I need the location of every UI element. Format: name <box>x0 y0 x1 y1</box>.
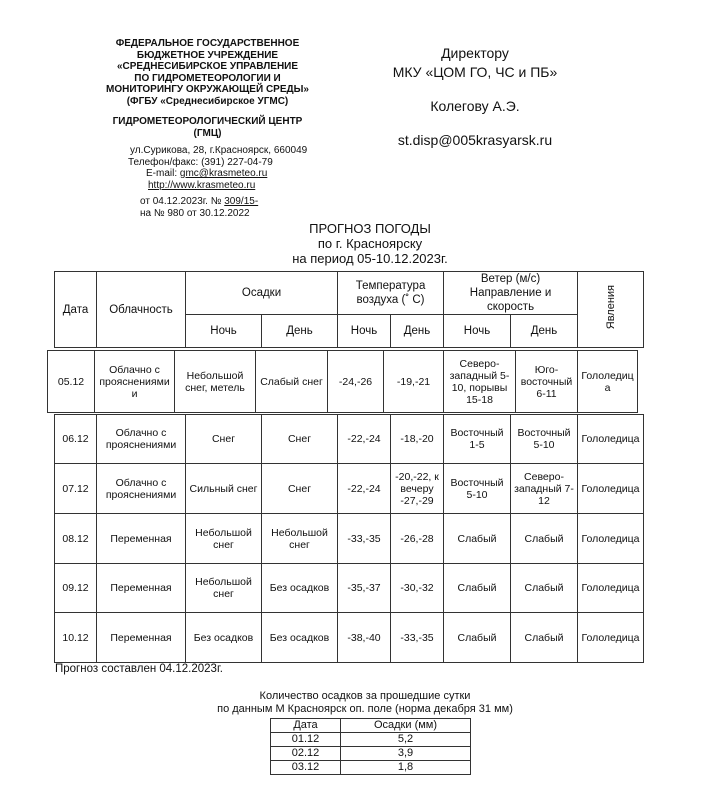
cell-phenomena: Гололедица <box>578 415 644 464</box>
cell-wind-night: Слабый <box>444 514 511 564</box>
cell-wind-night: Слабый <box>444 564 511 613</box>
cell-cloud: Облачно с прояснениями <box>97 464 186 514</box>
cell-phenomena: Гололедица <box>578 464 644 514</box>
header-wind-night: Ночь <box>444 315 511 348</box>
sender-website-line <box>100 180 350 192</box>
cell-phenomena: Гололедица <box>578 351 638 413</box>
org-line: МОНИТОРИНГУ ОКРУЖАЮЩЕЙ СРЕДЫ» <box>106 84 309 95</box>
cell-date: 07.12 <box>55 464 97 514</box>
header-precip-day: День <box>262 315 338 348</box>
precipitation-table <box>270 718 471 775</box>
cell-cloud: Облачно с прояснениями и <box>95 351 175 413</box>
prec-cell-amount: 1,8 <box>341 761 471 775</box>
cell-phenomena: Гололедица <box>578 564 644 613</box>
org-line: БЮДЖЕТНОЕ УЧРЕЖДЕНИЕ <box>136 49 279 61</box>
document-reference <box>140 196 258 219</box>
center-line: ГИДРОМЕТЕОРОЛОГИЧЕСКИЙ ЦЕНТР <box>112 116 303 127</box>
cell-cloud: Облачно с прояснениями <box>97 415 186 464</box>
prec-cell-date: 02.12 <box>271 747 341 761</box>
forecast-header-table <box>54 271 644 348</box>
cell-phenomena: Гололедица <box>578 514 644 564</box>
cell-precip-day: Снег <box>262 415 338 464</box>
table-row <box>55 464 644 514</box>
cell-precip-night: Небольшой снег <box>186 514 262 564</box>
ref-line-2: на № 980 от 30.12.2022 <box>140 207 250 219</box>
header-temp-day: День <box>391 315 444 348</box>
org-line: ПО ГИДРОМЕТЕОРОЛОГИИ И <box>134 72 281 84</box>
cell-temp-night: -33,-35 <box>338 514 391 564</box>
cell-wind-day: Слабый <box>511 564 578 613</box>
ref-line-1 <box>140 196 258 208</box>
cell-wind-night: Восточный 5-10 <box>444 464 511 514</box>
table-row <box>55 564 644 613</box>
recipient-title-2: МКУ «ЦОМ ГО, ЧС и ПБ» <box>392 64 558 80</box>
header-precip-night: Ночь <box>186 315 262 348</box>
table-row <box>55 514 644 564</box>
prec-header-date: Дата <box>271 719 341 733</box>
recipient-title-1: Директору <box>441 45 509 61</box>
forecast-title: ПРОГНОЗ ПОГОДЫ <box>309 221 431 236</box>
cell-wind-day: Слабый <box>511 514 578 564</box>
header-phenomena: Явления <box>604 285 617 330</box>
cell-temp-night: -22,-24 <box>338 464 391 514</box>
sender-email-line <box>100 168 350 180</box>
cell-wind-day: Восточный 5-10 <box>511 415 578 464</box>
org-line: «СРЕДНЕСИБИРСКОЕ УПРАВЛЕНИЕ <box>116 61 299 72</box>
ref-number: 309/15- <box>224 196 259 207</box>
org-line: (ФГБУ «Среднесибирское УГМС) <box>126 95 289 107</box>
header-temp-night: Ночь <box>338 315 391 348</box>
header-wind: Ветер (м/с) Направление и скорость <box>444 272 578 315</box>
cell-cloud: Переменная <box>97 514 186 564</box>
sender-email-link[interactable]: gmc@krasmeteo.ru <box>179 168 268 179</box>
header-wind-day: День <box>511 315 578 348</box>
cell-precip-night: Снег <box>186 415 262 464</box>
prec-cell-date: 03.12 <box>271 761 341 775</box>
org-line: ФЕДЕРАЛЬНОЕ ГОСУДАРСТВЕННОЕ <box>115 38 300 49</box>
cell-precip-day: Небольшой снег <box>262 514 338 564</box>
table-row <box>271 761 471 775</box>
table-row <box>271 719 471 733</box>
cell-temp-day: -26,-28 <box>391 514 444 564</box>
email-label: E-mail: <box>146 168 180 179</box>
cell-temp-night: -38,-40 <box>338 613 391 663</box>
cell-temp-night: -24,-26 <box>328 351 384 413</box>
recipient-name: Колегову А.Э. <box>430 98 520 114</box>
header-temp: Температура воздуха (˚ С) <box>338 272 444 315</box>
prec-cell-amount: 3,9 <box>341 747 471 761</box>
precipitation-title-2: по данным М Красноярск оп. поле (норма декабря 31 мм) <box>217 703 513 715</box>
cell-temp-night: -22,-24 <box>338 415 391 464</box>
cell-wind-day: Юго-восточный 6-11 <box>516 351 578 413</box>
forecast-title-block <box>250 221 490 266</box>
cell-phenomena: Гололедица <box>578 613 644 663</box>
cell-cloud: Переменная <box>97 564 186 613</box>
cell-wind-night: Северо-западный 5-10, порывы 15-18 <box>444 351 516 413</box>
cell-precip-day: Без осадков <box>262 564 338 613</box>
cell-wind-night: Восточный 1-5 <box>444 415 511 464</box>
header-cloud: Облачность <box>97 272 186 348</box>
cell-precip-night: Небольшой снег, метель <box>175 351 256 413</box>
cell-precip-night: Небольшой снег <box>186 564 262 613</box>
header-precip: Осадки <box>186 272 338 315</box>
forecast-compiled-note: Прогноз составлен 04.12.2023г. <box>55 663 223 675</box>
cell-temp-day: -30,-32 <box>391 564 444 613</box>
header-date: Дата <box>55 272 97 348</box>
cell-cloud: Переменная <box>97 613 186 663</box>
cell-temp-day: -20,-22, к вечеру -27,-29 <box>391 464 444 514</box>
sender-address: ул.Сурикова, 28, г.Красноярск, 660049 <box>130 145 308 156</box>
cell-precip-day: Слабый снег <box>256 351 328 413</box>
header-phenomena-cell <box>578 272 644 348</box>
ref-date: от 04.12.2023г. № <box>140 196 225 207</box>
cell-temp-day: -19,-21 <box>384 351 444 413</box>
table-row <box>55 415 644 464</box>
prec-cell-amount: 5,2 <box>341 733 471 747</box>
forecast-city: по г. Красноярску <box>317 236 423 251</box>
forecast-row-table-1 <box>47 350 638 413</box>
center-line: (ГМЦ) <box>193 127 222 139</box>
sender-contacts <box>100 145 350 191</box>
prec-header-amount: Осадки (мм) <box>341 719 471 733</box>
recipient-email: st.disp@005krasyarsk.ru <box>397 132 553 148</box>
cell-wind-day: Северо-западный 7-12 <box>511 464 578 514</box>
sender-website-link[interactable]: http://www.krasmeteo.ru <box>148 179 256 191</box>
table-row <box>271 733 471 747</box>
forecast-period: на период 05-10.12.2023г. <box>292 251 448 266</box>
cell-date: 10.12 <box>55 613 97 663</box>
cell-precip-night: Сильный снег <box>186 464 262 514</box>
sender-organization <box>100 38 315 139</box>
cell-wind-night: Слабый <box>444 613 511 663</box>
cell-precip-night: Без осадков <box>186 613 262 663</box>
table-row <box>48 351 638 413</box>
forecast-rows-table <box>54 414 644 663</box>
cell-temp-night: -35,-37 <box>338 564 391 613</box>
cell-date: 09.12 <box>55 564 97 613</box>
cell-date: 08.12 <box>55 514 97 564</box>
cell-temp-day: -18,-20 <box>391 415 444 464</box>
recipient-block <box>380 44 570 150</box>
cell-date: 05.12 <box>48 351 95 413</box>
precipitation-title-1: Количество осадков за прошедшие сутки <box>259 690 471 702</box>
prec-cell-date: 01.12 <box>271 733 341 747</box>
cell-date: 06.12 <box>55 415 97 464</box>
cell-wind-day: Слабый <box>511 613 578 663</box>
table-row <box>55 613 644 663</box>
cell-temp-day: -33,-35 <box>391 613 444 663</box>
sender-phone: Телефон/факс: (391) 227-04-79 <box>128 156 273 168</box>
table-row <box>271 747 471 761</box>
cell-precip-day: Снег <box>262 464 338 514</box>
cell-precip-day: Без осадков <box>262 613 338 663</box>
precipitation-title-block <box>180 690 550 716</box>
